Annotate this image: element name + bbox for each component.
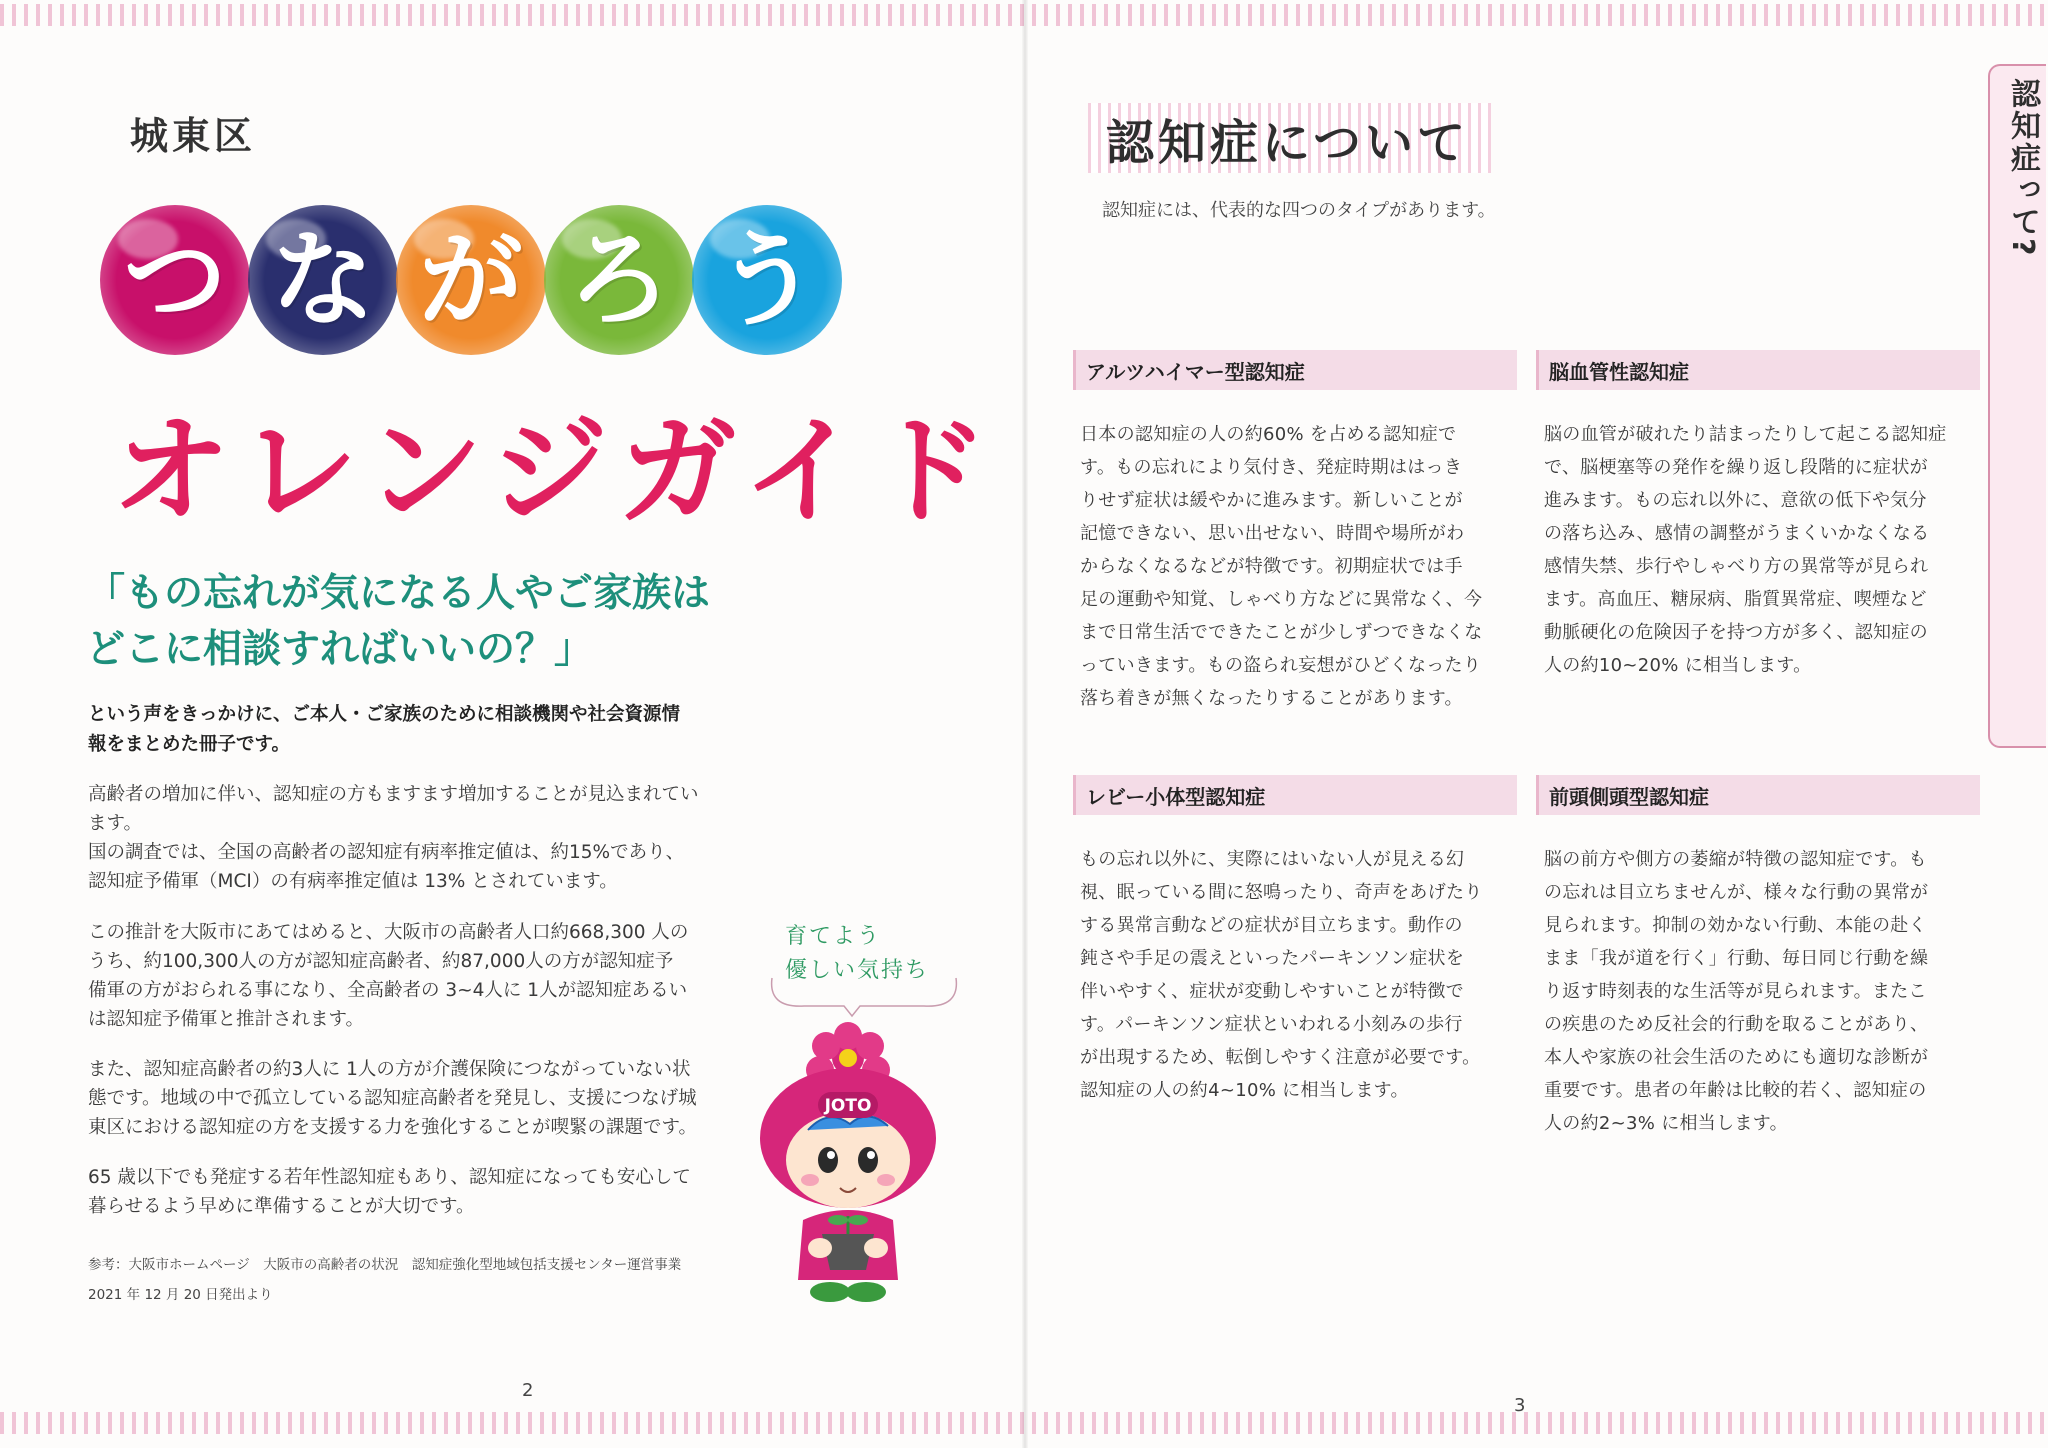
card-line: り返す時刻表的な生活等が見られます。またこ	[1544, 981, 1927, 1002]
card-line: 見られます。抑制の効かない行動、本能の赴く	[1544, 915, 1927, 936]
guide-title: オレンジガイド	[112, 402, 999, 540]
question-line: どこに相談すればいいの？」	[86, 627, 594, 672]
paragraph-line: 暮らせるよう早めに準備することが大切です。	[88, 1196, 475, 1217]
circle-char-1	[100, 205, 250, 355]
card-line: 日本の認知症の人の約60% を占める認知症で	[1080, 424, 1457, 445]
title-circles	[100, 205, 920, 355]
card-body-frontotemporal	[1544, 843, 1974, 1140]
card-line: す。パーキンソン症状といわれる小刻みの歩行	[1080, 1014, 1463, 1035]
paragraph-line: うち、約100,300人の方が認知症高齢者、約87,000人の方が認知症予	[88, 951, 674, 972]
paragraph-line: 態です。地域の中で孤立している認知症高齢者を発見し、支援につなげ城	[88, 1088, 697, 1109]
section-title: 認知症について	[1088, 103, 1491, 173]
paragraph-line: 東区における認知症の方を支援する力を強化することが喫緊の課題です。	[88, 1117, 698, 1138]
circle-char-3	[396, 205, 546, 355]
card-line: からなくなるなどが特徴です。初期症状では手	[1080, 556, 1463, 577]
page-number: 2	[522, 1380, 534, 1401]
card-line: 足の運動や知覚、しゃべり方などに異常なく、今	[1080, 589, 1483, 610]
card-line: の落ち込み、感情の調整がうまくいかなくなる	[1544, 523, 1930, 544]
circle-char-text: ろ	[566, 219, 671, 341]
right-page	[1028, 0, 2048, 1448]
card-line: ます。高血圧、糖尿病、脂質異常症、喫煙など	[1544, 589, 1927, 610]
circle-char-text: う	[714, 219, 819, 341]
intro-line: 報をまとめた冊子です。	[88, 734, 291, 755]
circle-char-text: つ	[122, 219, 227, 341]
card-line: 記憶できない、思い出せない、時間や場所がわ	[1080, 523, 1465, 544]
section-subtitle: 認知症には、代表的な四つのタイプがあります。	[1102, 200, 1496, 221]
card-line: 認知症の人の約4~10% に相当します。	[1080, 1080, 1409, 1101]
paragraph-line: 高齢者の増加に伴い、認知症の方もますます増加することが見込まれてい	[88, 784, 699, 805]
intro-text	[88, 700, 738, 760]
card-line: 人の約10~20% に相当します。	[1544, 655, 1812, 676]
paragraph-line: 備軍の方がおられる事になり、全高齢者の 3~4人に 1人が認知症あるい	[88, 980, 688, 1001]
card-line: す。もの忘れにより気付き、発症時期ははっき	[1080, 457, 1463, 478]
card-title-lewy: レビー小体型認知症	[1073, 775, 1517, 815]
paragraph-1	[88, 780, 738, 896]
bubble-line: 優しい気持ち	[785, 958, 930, 983]
card-line: 進みます。もの忘れ以外に、意欲の低下や気分	[1544, 490, 1927, 511]
card-line: の疾患のため反社会的行動を取ることがあり、	[1544, 1014, 1929, 1035]
side-index-tab-label: 認知症って?	[2005, 78, 2040, 258]
intro-line: という声をきっかけに、ご本人・ご家族のために相談機関や社会資源情	[88, 704, 681, 725]
card-line: 重要です。患者の年齢は比較的若く、認知症の	[1544, 1080, 1927, 1101]
paragraph-line: 65 歳以下でも発症する若年性認知症もあり、認知症になっても安心して	[88, 1167, 691, 1188]
card-line: の忘れは目立ちませんが、様々な行動の異常が	[1544, 882, 1929, 903]
question-line: 「もの忘れが気になる人やご家族は	[86, 571, 711, 616]
card-line: で、脳梗塞等の発作を繰り返し段階的に症状が	[1544, 457, 1928, 478]
circle-char-text: な	[270, 219, 375, 341]
reference-line: 参考：大阪市ホームページ 大阪市の高齢者の状況 認知症強化型地域包括支援センター運営事業	[88, 1257, 682, 1273]
card-line: 落ち着きが無くなったりすることがあります。	[1080, 688, 1463, 709]
card-line: 視、眠っている間に怒鳴ったり、奇声をあげたり	[1080, 882, 1483, 903]
card-line: まま「我が道を行く」行動、毎日同じ行動を繰	[1544, 948, 1929, 969]
card-line: もの忘れ以外に、実際にはいない人が見える幻	[1080, 849, 1465, 870]
card-line: まで日常生活でできたことが少しずつできなくな	[1080, 622, 1483, 643]
card-title-frontotemporal: 前頭側頭型認知症	[1536, 775, 1980, 815]
card-line: 鈍さや手足の震えといったパーキンソン症状を	[1080, 948, 1465, 969]
page-number: 3	[1514, 1395, 1526, 1416]
reference-note	[88, 1250, 768, 1310]
svg-text:JOTO: JOTO	[824, 1096, 872, 1116]
paragraph-line: また、認知症高齢者の約3人に 1人の方が介護保険につながっていない状	[88, 1059, 691, 1080]
card-title-alzheimer: アルツハイマー型認知症	[1073, 350, 1517, 390]
circle-char-text: が	[418, 219, 523, 341]
card-title-vascular: 脳血管性認知症	[1536, 350, 1980, 390]
paragraph-4	[88, 1163, 738, 1221]
ward-name: 城東区	[130, 114, 257, 158]
card-body-alzheimer	[1080, 418, 1510, 715]
paragraph-3	[88, 1055, 738, 1142]
paragraph-line: 認知症予備軍（MCI）の有病率推定値は 13% とされています。	[88, 871, 618, 892]
headline-question	[86, 566, 710, 678]
card-line: 伴いやすく、症状が変動しやすいことが特徴で	[1080, 981, 1464, 1002]
card-line: 動脈硬化の危険因子を持つ方が多く、認知症の	[1544, 622, 1928, 643]
card-line: 脳の血管が破れたり詰まったりして起こる認知症	[1544, 424, 1947, 445]
card-body-vascular	[1544, 418, 1974, 682]
card-line: が出現するため、転倒しやすく注意が必要です。	[1080, 1047, 1481, 1068]
paragraph-line: は認知症予備軍と推計されます。	[88, 1009, 365, 1030]
card-line: っていきます。もの盗られ妄想がひどくなったり	[1080, 655, 1482, 676]
card-line: 本人や家族の社会生活のためにも適切な診断が	[1544, 1047, 1929, 1068]
card-line: する異常言動などの症状が目立ちます。動作の	[1080, 915, 1463, 936]
card-body-lewy	[1080, 843, 1510, 1107]
bubble-line: 育てよう	[785, 924, 882, 949]
left-page	[0, 0, 1022, 1448]
circle-char-2	[248, 205, 398, 355]
speech-bubble-text	[785, 920, 929, 988]
paragraph-2	[88, 918, 738, 1034]
card-line: 脳の前方や側方の萎縮が特徴の認知症です。も	[1544, 849, 1927, 870]
joto-mascot-illustration	[748, 1020, 948, 1320]
paragraph-line: この推計を大阪市にあてはめると、大阪市の高齢者人口約668,300 人の	[88, 922, 689, 943]
circle-char-5	[692, 205, 842, 355]
card-line: りせず症状は緩やかに進みます。新しいことが	[1080, 490, 1463, 511]
paragraph-line: ます。	[88, 813, 143, 834]
paragraph-line: 国の調査では、全国の高齢者の認知症有病率推定値は、約15%であり、	[88, 842, 685, 863]
circle-char-4	[544, 205, 694, 355]
card-line: 人の約2~3% に相当します。	[1544, 1113, 1788, 1134]
card-line: 感情失禁、歩行やしゃべり方の異常等が見られ	[1544, 556, 1929, 577]
reference-line: 2021 年 12 月 20 日発出より	[88, 1287, 273, 1303]
